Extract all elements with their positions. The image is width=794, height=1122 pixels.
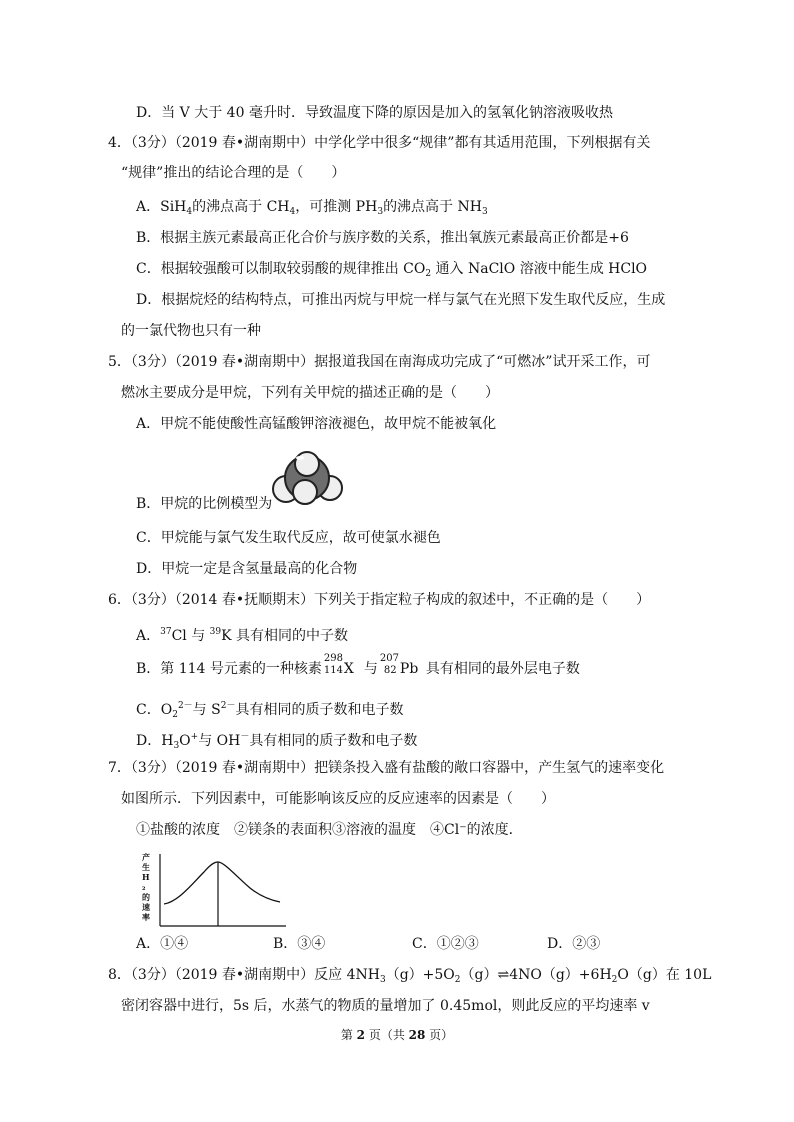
q7-rate-graph bbox=[138, 850, 288, 930]
nuclide-x: 298 114 X bbox=[323, 653, 354, 677]
graph-ylabel bbox=[142, 852, 150, 922]
q8-stem-line2: 密闭容器中进行，5s 后，水蒸气的物质的量增加了 0.45mol，则此反应的平均速率 v bbox=[121, 998, 650, 1014]
q7-stem-line1: 7．（3分）（2019 春•湖南期中）把镁条投入盛有盐酸的敞口容器中，产生氢气的速率变化 bbox=[108, 760, 665, 776]
q4-option-d-line2: 的一氯代物也只有一种 bbox=[121, 323, 261, 339]
graph-ylabel-char: H bbox=[142, 872, 150, 882]
graph-ylabel-char: 产 bbox=[142, 852, 150, 862]
page-footer: 第 2 页（共 28 页） bbox=[340, 1028, 454, 1042]
q5-option-b: B．甲烷的比例模型为 bbox=[136, 496, 273, 512]
q6-option-a: A．$^{37}$Cl 与 $^{39}$K 具有相同的中子数 bbox=[136, 627, 349, 644]
q4-option-c: C．根据较强酸可以制取较弱酸的规律推出 $CO_2$ 通入 NaClO 溶液中能生成 HClO bbox=[136, 261, 648, 279]
q7-option-b: B．③④ bbox=[273, 936, 326, 952]
q7-option-d: D．②③ bbox=[547, 936, 601, 952]
q6-stem: 6．（3分）（2014 春•抚顺期末）下列关于指定粒子构成的叙述中，不正确的是（ ） bbox=[108, 592, 651, 608]
graph-ylabel-char: 生 bbox=[142, 862, 150, 872]
q3-option-d: D．当 V 大于 40 毫升时．导致温度下降的原因是加入的氢氧化钠溶液吸收热 bbox=[136, 105, 613, 121]
q6-option-d: D．$H_3O^+$与 OH－具有相同的质子数和电子数 bbox=[136, 732, 418, 751]
q7-factors: ①盐酸的浓度 ②镁条的表面积③溶液的温度 ④Cl⁻的浓度． bbox=[136, 822, 523, 838]
q6-option-b: B．第 114 号元素的一种核素 298 114 X 与 207 82 Pb 具有相同的最外层电子数 bbox=[136, 653, 580, 677]
graph-ylabel-char: 率 bbox=[142, 912, 150, 922]
nuclide-pb: 207 82 Pb bbox=[379, 653, 419, 677]
q4-option-b: B．根据主族元素最高正化合价与族序数的关系，推出氧族元素最高正价都是+6 bbox=[136, 230, 629, 246]
q4-stem-line2: “规律”推出的结论合理的是（ ） bbox=[121, 165, 346, 181]
q5-stem-line1: 5．（3分）（2019 春•湖南期中）据报道我国在南海成功完成了“可燃冰”试开采工作，可 bbox=[108, 354, 651, 370]
methane-space-filling-model-image bbox=[270, 450, 346, 506]
q4-option-a: A．SiH$_4$的沸点高于 $CH_4$，可推测 $PH_3$的沸点高于 $NH_3$ bbox=[136, 199, 488, 217]
q5-option-d: D．甲烷一定是含氢量最高的化合物 bbox=[136, 561, 358, 577]
q7-option-c: C．①②③ bbox=[412, 936, 479, 952]
q4-option-d-line1: D．根据烷烃的结构特点，可推出丙烷与甲烷一样与氯气在光照下发生取代反应，生成 bbox=[136, 292, 666, 308]
q5-stem-line2: 燃冰主要成分是甲烷，下列有关甲烷的描述正确的是（ ） bbox=[121, 385, 499, 401]
graph-ylabel-char: ₂ bbox=[142, 882, 146, 892]
q4-stem-line1: 4．（3分）（2019 春•湖南期中）中学化学中很多“规律”都有其适用范围，下列根据有关 bbox=[108, 135, 651, 151]
q8-stem-line1: 8．（3分）（2019 春•湖南期中）反应 $4NH_3(g)+5O_2(g)\rightleftharpoons 4NO(g)+6H_2O(g)$在 10L bbox=[108, 967, 712, 985]
q7-option-a: A．①④ bbox=[136, 936, 189, 952]
q5-option-a: A．甲烷不能使酸性高锰酸钾溶液褪色，故甲烷不能被氧化 bbox=[136, 416, 497, 432]
q5-option-c: C．甲烷能与氯气发生取代反应，故可使氯水褪色 bbox=[136, 530, 441, 546]
q7-stem-line2: 如图所示．下列因素中，可能影响该反应的反应速率的因素是（ ） bbox=[121, 791, 555, 807]
graph-ylabel-char: 的 bbox=[142, 892, 150, 902]
q6-option-c: C．$O_2^{2-}$与 $S^{2-}$具有相同的质子数和电子数 bbox=[136, 701, 404, 720]
graph-ylabel-char: 速 bbox=[142, 902, 150, 912]
